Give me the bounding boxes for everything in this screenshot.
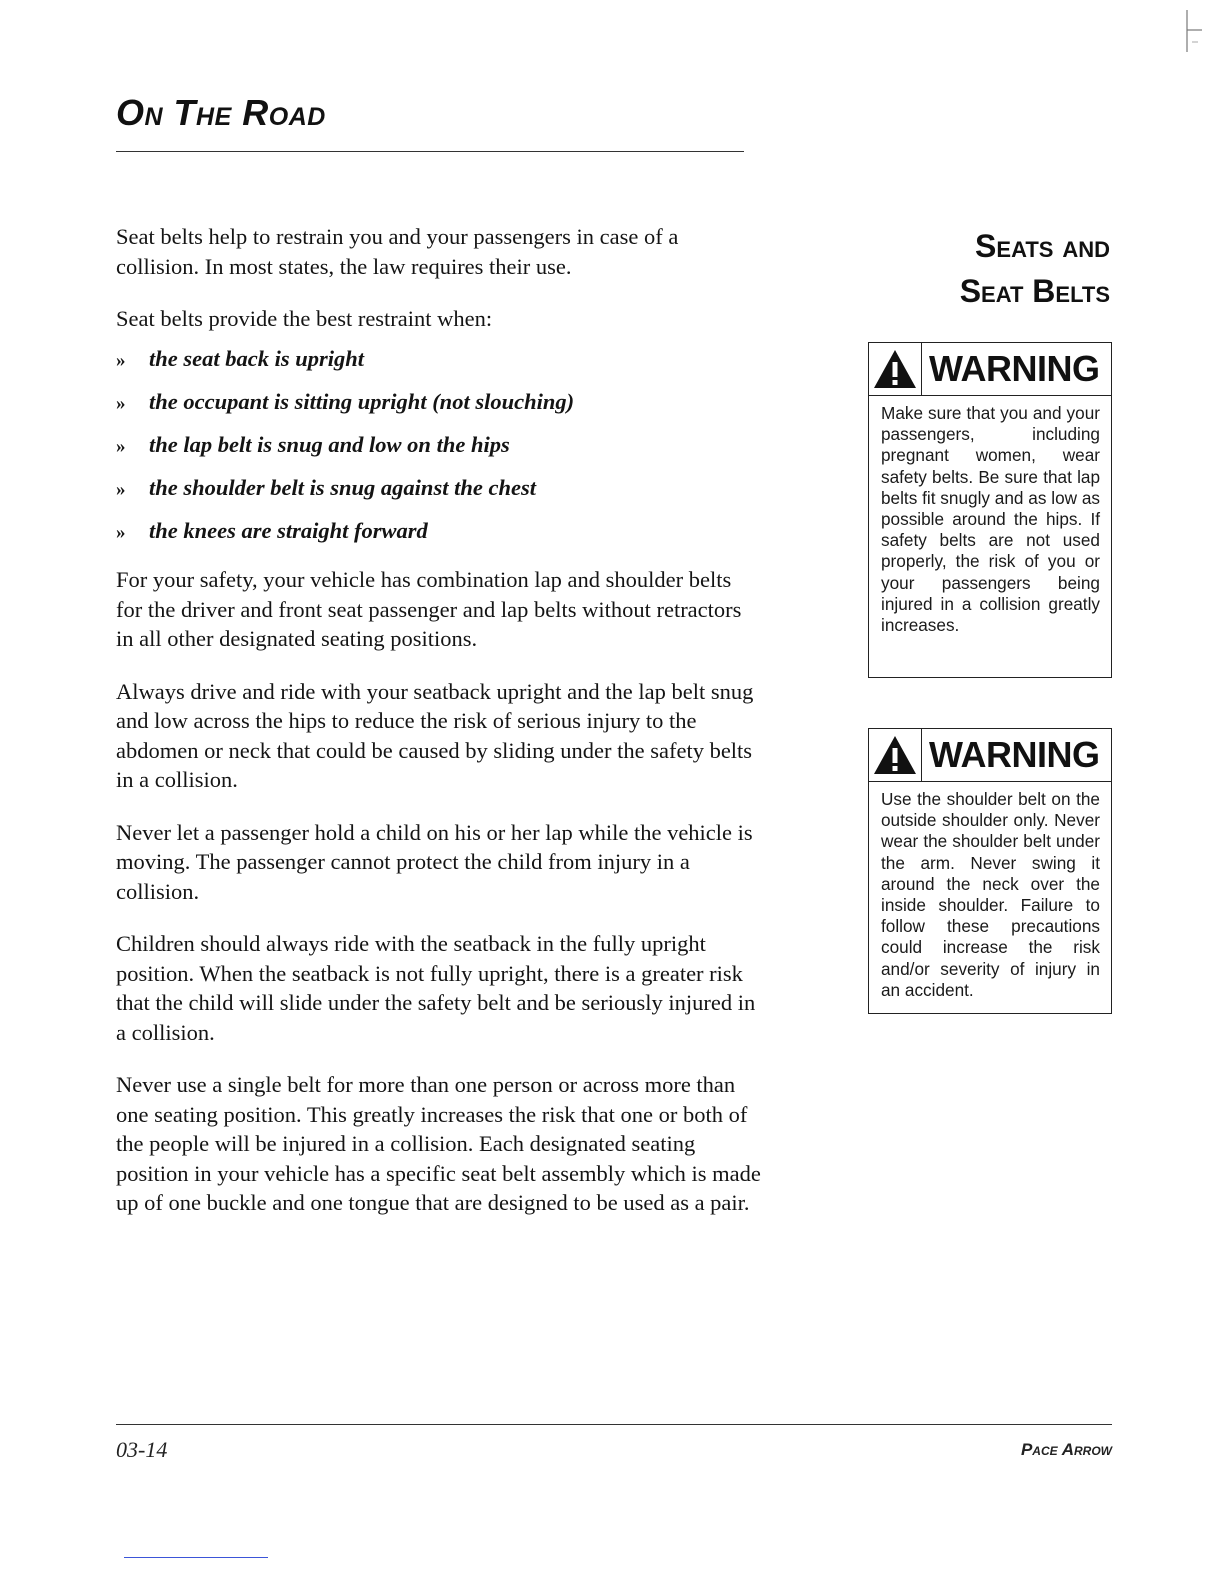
scan-corner-mark [1184, 8, 1204, 68]
list-item-text: the seat back is upright [149, 345, 365, 371]
warning-text: Use the shoulder belt on the outside shoulder only. Never wear the shoulder belt under the arm. Never swing it around the neck over the inside shoulder. Failure to follow these precautions could increase the risk and/or severity of injury in an accident. [881, 789, 1100, 1000]
list-item-text: the occupant is sitting upright (not slouching) [149, 388, 575, 414]
list-item-text: the knees are straight forward [149, 517, 428, 543]
body-paragraph: Never let a passenger hold a child on his or her lap while the vehicle is moving. The passenger cannot protect the child from injury in a collision. [116, 819, 753, 904]
bullet-marker: » [116, 392, 124, 414]
list-item [116, 516, 761, 548]
list-item [116, 387, 761, 419]
section-title-line: Seat Belts [959, 273, 1110, 309]
body-paragraph: Always drive and ride with your seatback upright and the lap belt snug and low across the hips to reduce the risk of serious injury to the abdomen or neck that could be caused by sliding under the safety belts in a collision. [116, 678, 754, 792]
warning-triangle-icon [873, 735, 917, 775]
section-title [960, 224, 1110, 314]
bullet-marker: » [116, 521, 124, 543]
warning-box [868, 728, 1112, 1014]
main-content [116, 222, 761, 1241]
warning-header [869, 343, 1111, 396]
warning-text: Make sure that you and your passengers, including pregnant women, wear safety belts. Be sure that lap belts fit snugly and as low as possible around the hips. If safety belts are not used properly, the risk of you or your passengers being injured in a collision greatly increases. [881, 403, 1100, 636]
bullet-marker: » [116, 349, 124, 371]
warning-label: WARNING [929, 348, 1100, 389]
list-item [116, 473, 761, 505]
list-item-text: the shoulder belt is snug against the chest [149, 474, 536, 500]
page-number: 03-14 [116, 1437, 168, 1462]
publication-name: Pace Arrow [1020, 1440, 1112, 1459]
intro-paragraph: Seat belts help to restrain you and your passengers in case of a collision. In most states, the law requires their use. [116, 224, 679, 279]
warning-header [869, 729, 1111, 782]
warning-label-frame [921, 729, 1111, 781]
warning-label-frame [921, 343, 1111, 395]
warning-box [868, 342, 1112, 678]
list-item [116, 430, 761, 462]
list-item-text: the lap belt is snug and low on the hips [149, 431, 510, 457]
page-header-title: On The Road [116, 92, 326, 133]
body-paragraph: Children should always ride with the seatback in the fully upright position. When the seatback is not fully upright, there is a greater risk that the child will slide under the safety belt and be seriously injured in a collision. [116, 931, 756, 1045]
body-paragraph: Never use a single belt for more than one person or across more than one seating position. This greatly increases the risk that one or both of the people will be injured in a collision. Each designated seating position in your vehicle has a specific seat belt assembly which is made up of one buckle and one tongue that are designed to be used as a pair. [116, 1072, 761, 1215]
scan-edge-mark [124, 1557, 268, 1558]
section-title-line: Seats and [975, 228, 1110, 264]
warning-label: WARNING [929, 734, 1100, 775]
bullet-marker: » [116, 435, 124, 457]
lead-paragraph: Seat belts provide the best restraint when: [116, 306, 493, 331]
list-item [116, 344, 761, 376]
footer-divider [116, 1424, 1112, 1425]
bullet-marker: » [116, 478, 124, 500]
warning-triangle-icon [873, 349, 917, 389]
header-divider [116, 151, 744, 152]
body-paragraph: For your safety, your vehicle has combination lap and shoulder belts for the driver and front seat passenger and lap belts without retractors in all other designated seating positions. [116, 567, 742, 651]
restraint-conditions-list [116, 344, 761, 548]
